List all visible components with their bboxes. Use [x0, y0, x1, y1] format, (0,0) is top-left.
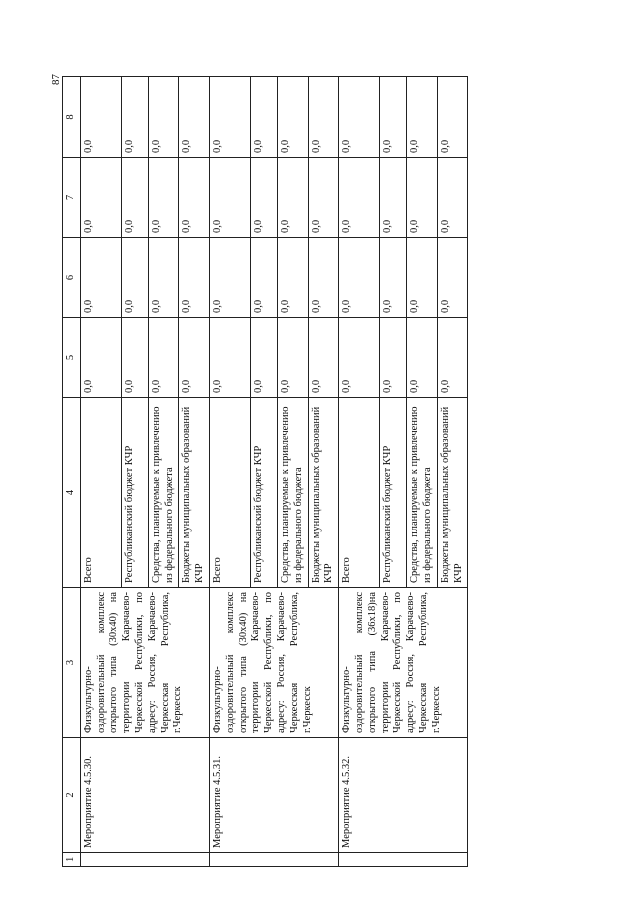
value-cell: 0,0 — [339, 238, 380, 318]
col-header-4: 4 — [63, 398, 81, 588]
table-row — [80, 77, 121, 867]
source-cell: Бюджеты муниципальных образований КЧР — [308, 398, 339, 588]
value-cell: 0,0 — [339, 318, 380, 398]
value-cell: 0,0 — [121, 318, 148, 398]
value-cell: 0,0 — [179, 318, 210, 398]
value-cell: 0,0 — [80, 318, 121, 398]
value-cell: 0,0 — [407, 238, 438, 318]
object-cell: Физкультурно-оздоровительный комплекс открытого типа (30х40) на территории Карачаево-Черкесской Республики, по адресу: Россия, Карачаево-Черкесская Республика, г.Черкесск — [209, 588, 338, 738]
value-cell: 0,0 — [437, 158, 468, 238]
value-cell: 0,0 — [179, 158, 210, 238]
table-row — [339, 77, 380, 867]
value-cell: 0,0 — [308, 318, 339, 398]
value-cell: 0,0 — [277, 158, 308, 238]
value-cell: 0,0 — [80, 158, 121, 238]
col-header-3: 3 — [63, 588, 81, 738]
value-cell: 0,0 — [209, 77, 250, 158]
value-cell: 0,0 — [380, 238, 407, 318]
col1-cell — [339, 853, 468, 867]
value-cell: 0,0 — [80, 238, 121, 318]
value-cell: 0,0 — [209, 238, 250, 318]
col1-cell — [209, 853, 338, 867]
source-cell: Республиканский бюджет КЧР — [250, 398, 277, 588]
source-cell: Республиканский бюджет КЧР — [380, 398, 407, 588]
measure-cell: Мероприятие 4.5.31. — [209, 738, 338, 853]
value-cell: 0,0 — [148, 158, 179, 238]
col-header-5: 5 — [63, 318, 81, 398]
value-cell: 0,0 — [121, 77, 148, 158]
measure-cell: Мероприятие 4.5.30. — [80, 738, 209, 853]
value-cell: 0,0 — [179, 238, 210, 318]
table-row — [209, 77, 250, 867]
value-cell: 0,0 — [148, 77, 179, 158]
source-cell: Всего — [339, 398, 380, 588]
value-cell: 0,0 — [277, 318, 308, 398]
object-cell: Физкультурно-оздоровительный комплекс открытого типа (30х40) на территории Карачаево-Черкесской Республики, по адресу: Россия, Карачаево-Черкесская Республика, г.Черкесск — [80, 588, 209, 738]
object-cell: Физкультурно-оздоровительный комплекс открытого типа (36х18)на территории Карачаево-Черкесской Республики, по адресу: Россия, Карачаево-Черкесская Республика, г.Черкесск — [339, 588, 468, 738]
value-cell: 0,0 — [380, 77, 407, 158]
value-cell: 0,0 — [148, 318, 179, 398]
value-cell: 0,0 — [339, 158, 380, 238]
col1-cell — [80, 853, 209, 867]
value-cell: 0,0 — [121, 238, 148, 318]
source-cell: Всего — [209, 398, 250, 588]
value-cell: 0,0 — [437, 318, 468, 398]
value-cell: 0,0 — [339, 77, 380, 158]
column-number-row — [63, 77, 81, 867]
source-cell: Всего — [80, 398, 121, 588]
source-cell: Средства, планируемые к привлечению из федерального бюджета — [148, 398, 179, 588]
source-cell: Республиканский бюджет КЧР — [121, 398, 148, 588]
source-cell: Средства, планируемые к привлечению из федерального бюджета — [277, 398, 308, 588]
value-cell: 0,0 — [121, 158, 148, 238]
value-cell: 0,0 — [277, 238, 308, 318]
col-header-8: 8 — [63, 77, 81, 158]
budget-table — [62, 76, 468, 867]
value-cell: 0,0 — [277, 77, 308, 158]
value-cell: 0,0 — [209, 158, 250, 238]
value-cell: 0,0 — [209, 318, 250, 398]
source-cell: Бюджеты муниципальных образований КЧР — [179, 398, 210, 588]
value-cell: 0,0 — [308, 77, 339, 158]
value-cell: 0,0 — [80, 77, 121, 158]
value-cell: 0,0 — [407, 158, 438, 238]
value-cell: 0,0 — [179, 77, 210, 158]
value-cell: 0,0 — [407, 318, 438, 398]
measure-cell: Мероприятие 4.5.32. — [339, 738, 468, 853]
source-cell: Бюджеты муниципальных образований КЧР — [437, 398, 468, 588]
col-header-1: 1 — [63, 853, 81, 867]
value-cell: 0,0 — [308, 238, 339, 318]
value-cell: 0,0 — [250, 158, 277, 238]
value-cell: 0,0 — [437, 238, 468, 318]
value-cell: 0,0 — [250, 318, 277, 398]
value-cell: 0,0 — [437, 77, 468, 158]
value-cell: 0,0 — [308, 158, 339, 238]
page-number: 87 — [50, 74, 62, 85]
value-cell: 0,0 — [250, 77, 277, 158]
value-cell: 0,0 — [407, 77, 438, 158]
value-cell: 0,0 — [250, 238, 277, 318]
value-cell: 0,0 — [380, 158, 407, 238]
col-header-2: 2 — [63, 738, 81, 853]
value-cell: 0,0 — [148, 238, 179, 318]
source-cell: Средства, планируемые к привлечению из федерального бюджета — [407, 398, 438, 588]
value-cell: 0,0 — [380, 318, 407, 398]
col-header-6: 6 — [63, 238, 81, 318]
col-header-7: 7 — [63, 158, 81, 238]
